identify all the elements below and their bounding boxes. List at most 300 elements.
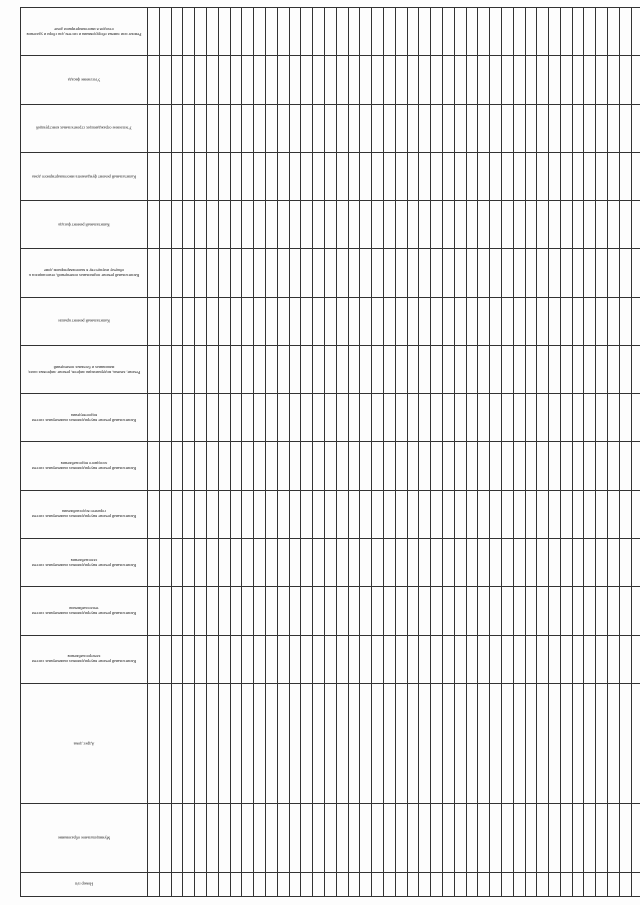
year-cell [195, 8, 207, 56]
year-cell [537, 587, 549, 635]
header-number [21, 872, 148, 896]
year-cell [501, 587, 513, 635]
year-cell [348, 104, 360, 152]
year-cell [478, 442, 490, 490]
year-cell [348, 442, 360, 490]
year-cell [608, 201, 620, 249]
year-cell [560, 56, 572, 104]
year-cell [254, 587, 266, 635]
year-cell [454, 249, 466, 297]
year-cell [631, 56, 640, 104]
year-cell [159, 201, 171, 249]
year-cell [183, 249, 195, 297]
address-cell [478, 683, 490, 804]
row-number-cell [348, 872, 360, 896]
header-work-type-text: Ремонт или замена оборудования и систем для сбора и удаления отходов в многоквартирном доме [26, 26, 142, 37]
address-cell [383, 683, 395, 804]
year-cell [619, 539, 631, 587]
year-cell [549, 394, 561, 442]
year-cell [348, 8, 360, 56]
year-cell [336, 249, 348, 297]
year-cell [277, 490, 289, 538]
year-cell [148, 297, 160, 345]
year-cell [395, 201, 407, 249]
address-cell [525, 683, 537, 804]
year-cell [254, 201, 266, 249]
year-cell [560, 249, 572, 297]
year-cell [513, 104, 525, 152]
address-cell [301, 683, 313, 804]
year-cell [631, 539, 640, 587]
municipality-cell [242, 804, 254, 872]
year-cell [572, 56, 584, 104]
year-cell [171, 394, 183, 442]
year-cell [442, 56, 454, 104]
year-cell [537, 249, 549, 297]
year-cell [159, 442, 171, 490]
year-cell [560, 635, 572, 683]
year-cell [442, 539, 454, 587]
year-cell [171, 442, 183, 490]
address-cell [230, 683, 242, 804]
municipality-cell [171, 804, 183, 872]
year-cell [230, 249, 242, 297]
year-cell [513, 394, 525, 442]
year-cell [230, 56, 242, 104]
address-cell [265, 683, 277, 804]
table-row [360, 8, 372, 897]
year-cell [419, 297, 431, 345]
year-cell [501, 297, 513, 345]
year-cell [608, 635, 620, 683]
year-cell [195, 587, 207, 635]
year-cell [431, 345, 443, 393]
table-row [289, 8, 301, 897]
year-cell [572, 152, 584, 200]
year-cell [608, 587, 620, 635]
address-cell [289, 683, 301, 804]
table-row [372, 8, 384, 897]
year-cell [395, 394, 407, 442]
address-cell [584, 683, 596, 804]
municipality-cell [324, 804, 336, 872]
year-cell [478, 249, 490, 297]
year-cell [490, 152, 502, 200]
header-work-type-11 [21, 152, 148, 200]
year-cell [336, 201, 348, 249]
year-cell [336, 152, 348, 200]
year-cell [336, 587, 348, 635]
year-cell [277, 394, 289, 442]
year-cell [360, 539, 372, 587]
row-number-cell [525, 872, 537, 896]
header-work-type-7 [21, 345, 148, 393]
year-cell [478, 394, 490, 442]
table-row [277, 8, 289, 897]
year-cell [395, 490, 407, 538]
year-cell [549, 104, 561, 152]
year-cell [513, 539, 525, 587]
year-cell [619, 297, 631, 345]
year-cell [324, 56, 336, 104]
municipality-cell [218, 804, 230, 872]
year-cell [242, 345, 254, 393]
table-row [230, 8, 242, 897]
year-cell [265, 539, 277, 587]
row-number-cell [454, 872, 466, 896]
year-cell [171, 539, 183, 587]
year-cell [183, 201, 195, 249]
table-header [21, 8, 148, 897]
year-cell [619, 490, 631, 538]
year-cell [230, 394, 242, 442]
header-work-type-4 [21, 490, 148, 538]
year-cell [265, 587, 277, 635]
year-cell [195, 345, 207, 393]
year-cell [466, 104, 478, 152]
year-cell [206, 201, 218, 249]
table-row [454, 8, 466, 897]
year-cell [513, 56, 525, 104]
municipality-cell [490, 804, 502, 872]
year-cell [490, 394, 502, 442]
year-cell [478, 56, 490, 104]
year-cell [313, 635, 325, 683]
row-number-cell [195, 872, 207, 896]
year-cell [549, 8, 561, 56]
year-cell [537, 442, 549, 490]
row-number-cell [407, 872, 419, 896]
address-cell [442, 683, 454, 804]
year-cell [183, 539, 195, 587]
year-cell [277, 635, 289, 683]
year-cell [218, 152, 230, 200]
year-cell [596, 8, 608, 56]
row-number-cell [513, 872, 525, 896]
row-number-cell [206, 872, 218, 896]
year-cell [265, 297, 277, 345]
year-cell [596, 394, 608, 442]
year-cell [490, 8, 502, 56]
year-cell [525, 249, 537, 297]
municipality-cell [395, 804, 407, 872]
municipality-cell [478, 804, 490, 872]
header-work-type-5 [21, 442, 148, 490]
year-cell [572, 635, 584, 683]
year-cell [195, 635, 207, 683]
year-cell [501, 539, 513, 587]
table-row [301, 8, 313, 897]
year-cell [301, 249, 313, 297]
year-cell [560, 539, 572, 587]
year-cell [572, 201, 584, 249]
year-cell [442, 249, 454, 297]
year-cell [324, 152, 336, 200]
year-cell [454, 8, 466, 56]
table-row [242, 8, 254, 897]
year-cell [159, 587, 171, 635]
year-cell [324, 394, 336, 442]
year-cell [407, 539, 419, 587]
year-cell [537, 152, 549, 200]
year-cell [596, 249, 608, 297]
year-cell [490, 345, 502, 393]
document-title [8, 7, 20, 897]
row-number-cell [560, 872, 572, 896]
municipality-cell [206, 804, 218, 872]
table-row [218, 8, 230, 897]
year-cell [372, 8, 384, 56]
header-work-type-text: Капитальный ремонт подвальных помещений, относящихся к общему имуществу в многоквартирном доме [28, 268, 140, 279]
year-cell [171, 587, 183, 635]
year-cell [195, 201, 207, 249]
municipality-cell [442, 804, 454, 872]
year-cell [313, 201, 325, 249]
year-cell [324, 635, 336, 683]
year-cell [277, 345, 289, 393]
year-cell [313, 490, 325, 538]
year-cell [501, 201, 513, 249]
year-cell [572, 345, 584, 393]
year-cell [254, 56, 266, 104]
year-cell [584, 297, 596, 345]
year-cell [265, 442, 277, 490]
year-cell [336, 539, 348, 587]
year-cell [372, 297, 384, 345]
year-cell [265, 56, 277, 104]
header-municipality [21, 804, 148, 872]
year-cell [608, 56, 620, 104]
year-cell [619, 201, 631, 249]
year-cell [289, 56, 301, 104]
row-number-cell [289, 872, 301, 896]
year-cell [230, 490, 242, 538]
year-cell [218, 297, 230, 345]
municipality-cell [608, 804, 620, 872]
year-cell [171, 297, 183, 345]
year-cell [584, 490, 596, 538]
header-work-type-13 [21, 56, 148, 104]
year-cell [183, 104, 195, 152]
table-row [490, 8, 502, 897]
year-cell [501, 104, 513, 152]
header-work-type-text: Капитальный ремонт фундамента многоквартирного дома [32, 174, 136, 180]
year-cell [183, 394, 195, 442]
year-cell [490, 104, 502, 152]
year-cell [360, 249, 372, 297]
row-number-cell [537, 872, 549, 896]
municipality-cell [537, 804, 549, 872]
year-cell [230, 104, 242, 152]
address-cell [183, 683, 195, 804]
year-cell [596, 587, 608, 635]
year-cell [442, 442, 454, 490]
year-cell [572, 104, 584, 152]
header-work-type-3 [21, 539, 148, 587]
year-cell [313, 56, 325, 104]
year-cell [383, 394, 395, 442]
header-row [21, 8, 148, 897]
year-cell [383, 539, 395, 587]
row-number-cell [336, 872, 348, 896]
year-cell [313, 539, 325, 587]
year-cell [277, 539, 289, 587]
year-cell [242, 442, 254, 490]
year-cell [407, 104, 419, 152]
year-cell [171, 345, 183, 393]
year-cell [619, 56, 631, 104]
table-row [254, 8, 266, 897]
year-cell [218, 345, 230, 393]
table-body [148, 8, 640, 897]
year-cell [218, 587, 230, 635]
year-cell [313, 394, 325, 442]
year-cell [395, 345, 407, 393]
year-cell [183, 152, 195, 200]
year-cell [596, 201, 608, 249]
year-cell [454, 104, 466, 152]
year-cell [265, 490, 277, 538]
year-cell [383, 8, 395, 56]
year-cell [265, 152, 277, 200]
year-cell [549, 635, 561, 683]
year-cell [183, 635, 195, 683]
year-cell [171, 56, 183, 104]
year-cell [242, 8, 254, 56]
year-cell [407, 297, 419, 345]
year-cell [419, 394, 431, 442]
address-cell [324, 683, 336, 804]
year-cell [619, 8, 631, 56]
year-cell [560, 394, 572, 442]
year-cell [490, 587, 502, 635]
year-cell [265, 8, 277, 56]
year-cell [490, 249, 502, 297]
year-cell [277, 56, 289, 104]
year-cell [584, 587, 596, 635]
year-cell [183, 442, 195, 490]
year-cell [195, 249, 207, 297]
year-cell [242, 104, 254, 152]
year-cell [277, 249, 289, 297]
year-cell [442, 297, 454, 345]
year-cell [336, 442, 348, 490]
year-cell [501, 345, 513, 393]
table-row [631, 8, 640, 897]
year-cell [301, 442, 313, 490]
year-cell [490, 201, 502, 249]
year-cell [265, 249, 277, 297]
year-cell [525, 201, 537, 249]
year-cell [277, 201, 289, 249]
year-cell [549, 56, 561, 104]
year-cell [242, 490, 254, 538]
address-cell [313, 683, 325, 804]
year-cell [619, 104, 631, 152]
year-cell [395, 8, 407, 56]
year-cell [478, 345, 490, 393]
year-cell [395, 587, 407, 635]
row-number-cell [324, 872, 336, 896]
table-row [549, 8, 561, 897]
year-cell [596, 490, 608, 538]
year-cell [560, 297, 572, 345]
year-cell [549, 249, 561, 297]
year-cell [431, 201, 443, 249]
year-cell [431, 442, 443, 490]
year-cell [372, 394, 384, 442]
year-cell [206, 442, 218, 490]
year-cell [395, 56, 407, 104]
year-cell [549, 345, 561, 393]
year-cell [395, 442, 407, 490]
year-cell [596, 635, 608, 683]
header-address [21, 683, 148, 804]
year-cell [242, 587, 254, 635]
year-cell [478, 635, 490, 683]
year-cell [419, 201, 431, 249]
year-cell [572, 394, 584, 442]
year-cell [159, 56, 171, 104]
year-cell [265, 345, 277, 393]
year-cell [584, 152, 596, 200]
year-cell [537, 539, 549, 587]
year-cell [466, 635, 478, 683]
row-number-cell [549, 872, 561, 896]
year-cell [608, 394, 620, 442]
year-cell [372, 587, 384, 635]
header-work-type-12 [21, 104, 148, 152]
table-row [431, 8, 443, 897]
year-cell [206, 297, 218, 345]
year-cell [254, 297, 266, 345]
year-cell [360, 297, 372, 345]
year-cell [289, 490, 301, 538]
year-cell [442, 152, 454, 200]
year-cell [206, 8, 218, 56]
year-cell [466, 152, 478, 200]
year-cell [442, 394, 454, 442]
year-cell [513, 490, 525, 538]
municipality-cell [360, 804, 372, 872]
year-cell [431, 394, 443, 442]
municipality-cell [549, 804, 561, 872]
address-cell [513, 683, 525, 804]
year-cell [218, 394, 230, 442]
year-cell [242, 56, 254, 104]
year-cell [549, 442, 561, 490]
year-cell [407, 394, 419, 442]
year-cell [584, 8, 596, 56]
year-cell [301, 152, 313, 200]
year-cell [537, 104, 549, 152]
year-cell [336, 104, 348, 152]
year-cell [289, 539, 301, 587]
year-cell [419, 56, 431, 104]
table-row [265, 8, 277, 897]
year-cell [560, 8, 572, 56]
year-cell [218, 249, 230, 297]
year-cell [537, 490, 549, 538]
year-cell [242, 539, 254, 587]
year-cell [242, 394, 254, 442]
year-cell [537, 297, 549, 345]
year-cell [596, 442, 608, 490]
year-cell [324, 490, 336, 538]
year-cell [442, 104, 454, 152]
year-cell [466, 8, 478, 56]
year-cell [513, 587, 525, 635]
